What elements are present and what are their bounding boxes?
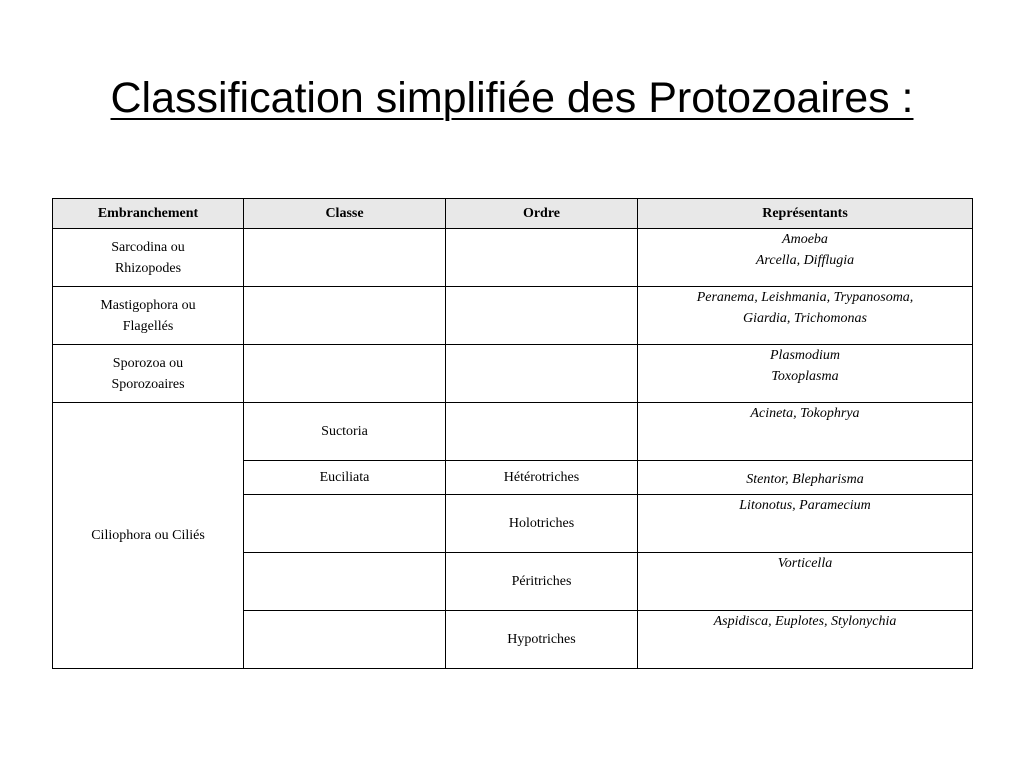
table-row xyxy=(53,229,973,287)
embranchement-line: Sarcodina ou xyxy=(111,239,185,255)
cell-representants: Stentor, Blepharisma xyxy=(638,461,973,495)
cell-ordre xyxy=(446,287,638,345)
cell-ordre xyxy=(446,345,638,403)
cell-ordre: Péritriches xyxy=(446,553,638,611)
embranchement-line: Sporozoa ou xyxy=(112,355,184,371)
cell-ordre: Hypotriches xyxy=(446,611,638,669)
representants-line: Arcella, Difflugia xyxy=(755,253,855,268)
embranchement-line: Flagellés xyxy=(122,318,174,334)
embranchement-line: Rhizopodes xyxy=(114,260,182,276)
cell-classe xyxy=(244,229,446,287)
cell-ordre: Hétérotriches xyxy=(446,461,638,495)
header-classe: Classe xyxy=(244,199,446,229)
representants-line: Peranema, Leishmania, Trypanosoma, xyxy=(696,290,914,305)
cell-classe xyxy=(244,611,446,669)
cell-classe xyxy=(244,495,446,553)
cell-embranchement xyxy=(53,287,244,345)
cell-embranchement xyxy=(53,345,244,403)
cell-embranchement xyxy=(53,229,244,287)
embranchement-line: Mastigophora ou xyxy=(100,297,196,313)
header-ordre: Ordre xyxy=(446,199,638,229)
slide-title xyxy=(0,70,1024,126)
table-row xyxy=(53,287,973,345)
cell-representants: Litonotus, Paramecium xyxy=(638,495,973,553)
cell-classe xyxy=(244,345,446,403)
cell-classe: Suctoria xyxy=(244,403,446,461)
cell-representants: Vorticella xyxy=(638,553,973,611)
cell-classe xyxy=(244,287,446,345)
cell-representants xyxy=(638,287,973,345)
representants-line: Giardia, Trichomonas xyxy=(743,311,867,326)
table-header-row xyxy=(53,199,973,229)
representants-line: Toxoplasma xyxy=(771,369,839,384)
cell-ordre xyxy=(446,229,638,287)
table-row xyxy=(53,403,973,461)
cell-ordre: Holotriches xyxy=(446,495,638,553)
table-row xyxy=(53,345,973,403)
embranchement-line: Sporozoaires xyxy=(111,376,185,392)
cell-representants: Acineta, Tokophrya xyxy=(638,403,973,461)
representants-line: Plasmodium xyxy=(770,348,840,363)
header-representants: Représentants xyxy=(638,199,973,229)
classification-table xyxy=(52,198,973,669)
representants-line: Amoeba xyxy=(782,232,828,247)
cell-classe: Euciliata xyxy=(244,461,446,495)
slide-title-text: Classification simplifiée des Protozoaires : xyxy=(110,74,914,122)
header-embranchement: Embranchement xyxy=(53,199,244,229)
cell-classe xyxy=(244,553,446,611)
cell-embranchement-cilies: Ciliophora ou Ciliés xyxy=(53,403,244,669)
cell-representants xyxy=(638,229,973,287)
cell-representants xyxy=(638,345,973,403)
cell-ordre xyxy=(446,403,638,461)
cell-representants: Aspidisca, Euplotes, Stylonychia xyxy=(638,611,973,669)
